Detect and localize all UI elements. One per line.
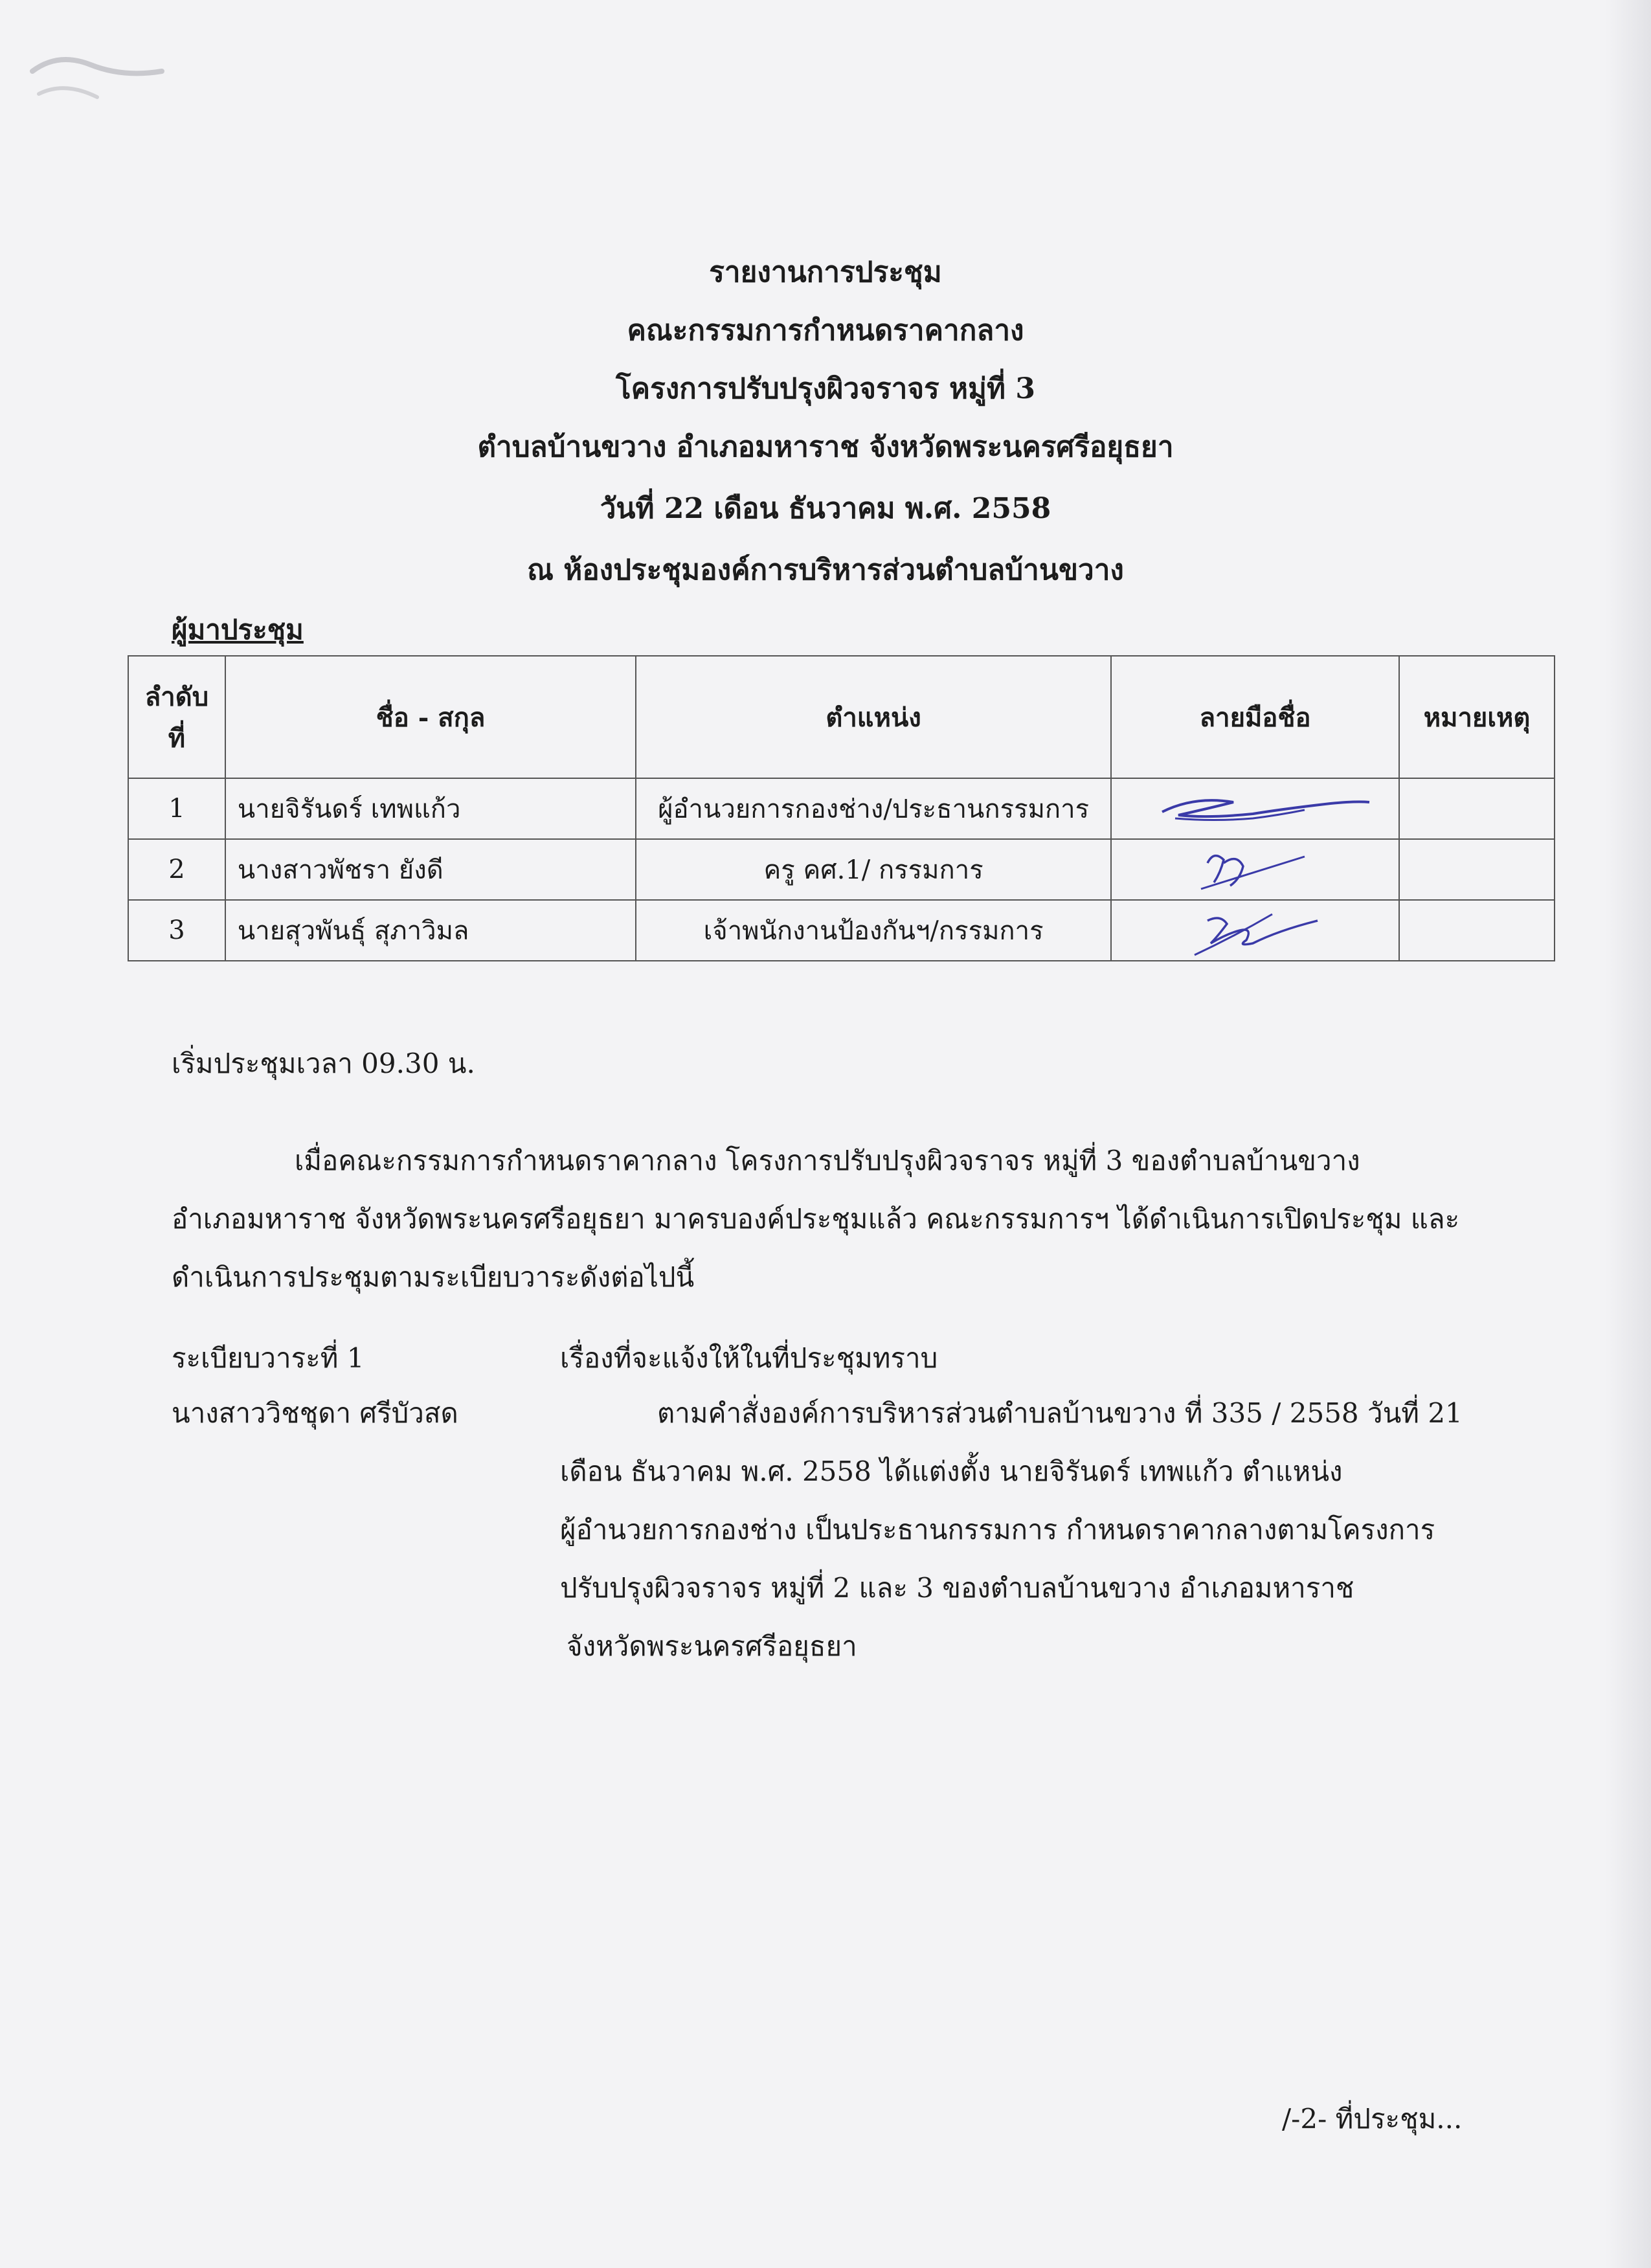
agenda-1-body-line-5: จังหวัดพระนครศรีอยุธยา <box>567 1630 857 1662</box>
attendance-table <box>128 655 1555 961</box>
agenda-1-body-line-3: ผู้อำนวยการกองช่าง เป็นประธานกรรมการ กำหนดราคากลางตามโครงการ <box>560 1514 1435 1545</box>
table-row <box>128 778 1555 839</box>
project-title: โครงการปรับปรุงผิวจราจร หมู่ที่ 3 <box>616 372 1035 405</box>
table-header-row <box>128 656 1555 778</box>
agenda-1-title: เรื่องที่จะแจ้งให้ในที่ประชุมทราบ <box>560 1342 938 1374</box>
venue-title: ณ ห้องประชุมองค์การบริหารส่วนตำบลบ้านขวาง <box>527 554 1124 587</box>
report-title: รายงานการประชุม <box>709 256 942 289</box>
header-position: ตำแหน่ง <box>636 656 1111 778</box>
table-row <box>128 839 1555 900</box>
row-signature <box>1111 900 1399 961</box>
agenda-1-body-line-1: ตามคำสั่งองค์การบริหารส่วนตำบลบ้านขวาง ที่ 335 / 2558 วันที่ 21 <box>657 1397 1463 1429</box>
header-signature: ลายมือชื่อ <box>1111 656 1399 778</box>
row-remark <box>1399 900 1555 961</box>
row-remark <box>1399 778 1555 839</box>
date-title: วันที่ 22 เดือน ธันวาคม พ.ศ. 2558 <box>600 492 1051 525</box>
row-name: นายสุวพันธุ์ สุภาวิมล <box>225 900 636 961</box>
committee-title: คณะกรรมการกำหนดราคากลาง <box>627 314 1024 347</box>
intro-line-1: เมื่อคณะกรรมการกำหนดราคากลาง โครงการปรับปรุงผิวจราจร หมู่ที่ 3 ของตำบลบ้านขวาง <box>295 1145 1360 1176</box>
start-time: เริ่มประชุมเวลา 09.30 น. <box>172 1048 475 1079</box>
intro-line-3: ดำเนินการประชุมตามระเบียบวาระดังต่อไปนี้ <box>172 1261 695 1293</box>
row-signature <box>1111 839 1399 900</box>
row-position: เจ้าพนักงานป้องกันฯ/กรรมการ <box>636 900 1111 961</box>
row-name: นางสาวพัชรา ยังดี <box>225 839 636 900</box>
row-position: ผู้อำนวยการกองช่าง/ประธานกรรมการ <box>636 778 1111 839</box>
signature-3 <box>1123 904 1382 956</box>
agenda-1-speaker: นางสาววิชชุดา ศรีบัวสด <box>172 1397 458 1429</box>
signature-2 <box>1123 844 1382 895</box>
scan-smudge <box>19 45 188 129</box>
header-remark: หมายเหตุ <box>1399 656 1555 778</box>
row-position: ครู คศ.1/ กรรมการ <box>636 839 1111 900</box>
agenda-1-body-line-4: ปรับปรุงผิวจราจร หมู่ที่ 2 และ 3 ของตำบลบ้านขวาง อำเภอมหาราช <box>560 1572 1354 1604</box>
table-row <box>128 900 1555 961</box>
row-no: 3 <box>128 900 225 961</box>
intro-line-2: อำเภอมหาราช จังหวัดพระนครศรีอยุธยา มาครบองค์ประชุมแล้ว คณะกรรมการฯ ได้ดำเนินการเปิดประชุม และ <box>172 1203 1460 1235</box>
row-name: นายจิรันดร์ เทพแก้ว <box>225 778 636 839</box>
signature-1 <box>1123 783 1382 835</box>
header-no <box>128 656 225 778</box>
attendees-label: ผู้มาประชุม <box>172 614 304 646</box>
agenda-1-label: ระเบียบวาระที่ 1 <box>172 1342 365 1374</box>
row-remark <box>1399 839 1555 900</box>
agenda-1-body-line-2: เดือน ธันวาคม พ.ศ. 2558 ได้แต่งตั้ง นายจิรันดร์ เทพแก้ว ตำแหน่ง <box>560 1455 1343 1487</box>
header-no-line2: ที่ <box>168 723 186 754</box>
location-title: ตำบลบ้านขวาง อำเภอมหาราช จังหวัดพระนครศรีอยุธยา <box>477 431 1174 464</box>
row-no: 1 <box>128 778 225 839</box>
row-signature <box>1111 778 1399 839</box>
page-continuation: /-2- ที่ประชุม... <box>1282 2103 1463 2135</box>
row-no: 2 <box>128 839 225 900</box>
header-no-line1: ลำดับ <box>144 681 209 712</box>
header-name: ชื่อ - สกุล <box>225 656 636 778</box>
